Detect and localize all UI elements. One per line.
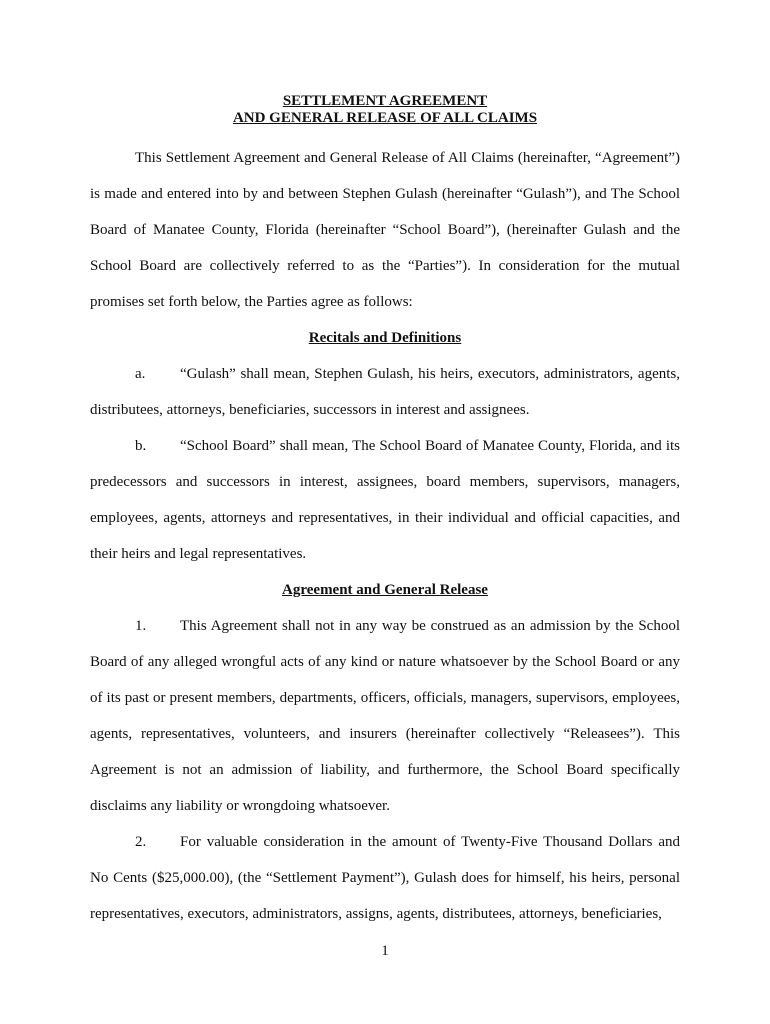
clause-1 xyxy=(90,608,680,824)
intro-paragraph: This Settlement Agreement and General Release of All Claims (hereinafter, “Agreement”) is made and entered into by and between Stephen Gulash (hereinafter “Gulash”), and The School Board of Manatee County, Florida (hereinafter “School Board”), (hereinafter Gulash and the School Board are collectively referred to as the “Parties”). In consideration for the mutual promises set forth below, the Parties agree as follows: xyxy=(90,150,680,310)
recital-a xyxy=(90,356,680,428)
clause-label: 2. xyxy=(135,834,147,850)
clause-text: For valuable consideration in the amount of Twenty-Five Thousand Dollars and No Cents ($25,000.00), (the “Settlement Payment”), Gulash does for himself, his heirs, personal representatives, executors, administrators, assigns, agents, distributees, attorneys, beneficiaries, xyxy=(90,834,680,922)
recital-label: a. xyxy=(135,366,146,382)
recital-text: “Gulash” shall mean, Stephen Gulash, his heirs, executors, administrators, agents, distributees, attorneys, beneficiaries, successors in interest and assignees. xyxy=(90,366,680,418)
agreement-heading: Agreement and General Release xyxy=(282,582,488,598)
recital-b xyxy=(90,428,680,572)
document-title-line-2: AND GENERAL RELEASE OF ALL CLAIMS xyxy=(232,110,538,126)
recital-text: “School Board” shall mean, The School Board of Manatee County, Florida, and its predecessors and successors in interest, assignees, board members, supervisors, managers, employees, agents, attorneys and representatives, in their individual and official capacities, and their heirs and legal representatives. xyxy=(90,438,680,562)
clause-2 xyxy=(90,824,680,932)
document-title-line-1: SETTLEMENT AGREEMENT xyxy=(282,93,488,109)
clause-label: 1. xyxy=(135,618,147,634)
document-body xyxy=(90,93,680,932)
recital-label: b. xyxy=(135,438,147,454)
recitals-heading: Recitals and Definitions xyxy=(308,330,462,346)
page-number: 1 xyxy=(381,943,389,959)
clause-text: This Agreement shall not in any way be construed as an admission by the School Board of any alleged wrongful acts of any kind or nature whatsoever by the School Board or any of its past or present members, departments, officers, officials, managers, supervisors, employees, agents, representatives, volunteers, and insurers (hereinafter collectively “Releasees”). This Agreement is not an admission of liability, and furthermore, the School Board specifically disclaims any liability or wrongdoing whatsoever. xyxy=(90,618,680,814)
